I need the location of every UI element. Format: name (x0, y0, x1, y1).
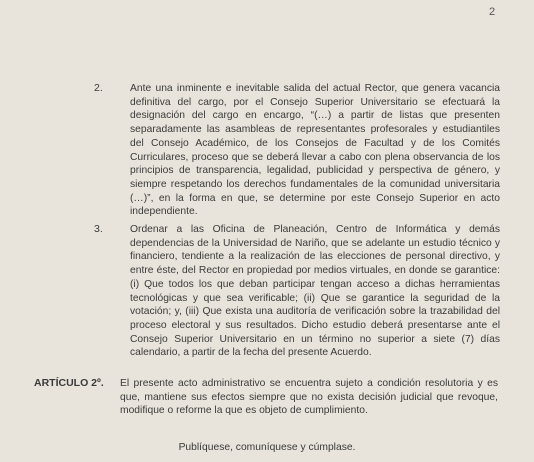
article-label: ARTÍCULO 2º. (34, 377, 104, 389)
page-number: 2 (489, 6, 496, 18)
closing-formula: Publíquese, comuníquese y cúmplase. (178, 442, 356, 453)
item-number: 2. (94, 82, 103, 94)
article-text: El presente acto administrativo se encuentra sujeto a condición resolutoria y es que, mantiene sus efectos siempre que no exista decisión judicial que revoque, modifique o reforme la que es objeto de cumplimiento. (120, 378, 498, 417)
item-number: 3. (94, 223, 103, 235)
item-text: Ante una inminente e inevitable salida del actual Rector, que genera vacancia definitiva del cargo, por el Consejo Superior Universitario se efectuará la designación del cargo en encargo, “(…) a partir de listas que presenten separadamente las asambleas de representantes profesorales y estudiantiles del Consejo Académico, de los Consejos de Facultad y de los Comités Curriculares, proceso que se deberá llevar a cabo con plena observancia de los principios de transparencia, legalidad, publicidad y perspectiva de género, y siempre respetando los derechos fundamentales de la comunidad universitaria (…)”, en la forma en que, se determine por este Consejo Superior en acto independiente. (130, 83, 500, 218)
item-text: Ordenar a las Oficina de Planeación, Centro de Informática y demás dependencias de la Universidad de Nariño, que se adelante un estudio técnico y financiero, tendiente a la realización de las elecciones de personal directivo, y entre éste, del Rector en propiedad por medios virtuales, en donde se garantice: (i) Que todos los que deban participar tengan acceso a dichas herramientas tecnológicas y que sea verificable; (ii) Que se garantice la seguridad de la votación; y, (iii) Que exista una auditoría de verificación sobre la trazabilidad del proceso electoral y sus resultados. Dicho estudio deberá presentarse ante el Consejo Superior Universitario en un término no superior a siete (7) días calendario, a partir de la fecha del presente Acuerdo. (130, 224, 500, 359)
